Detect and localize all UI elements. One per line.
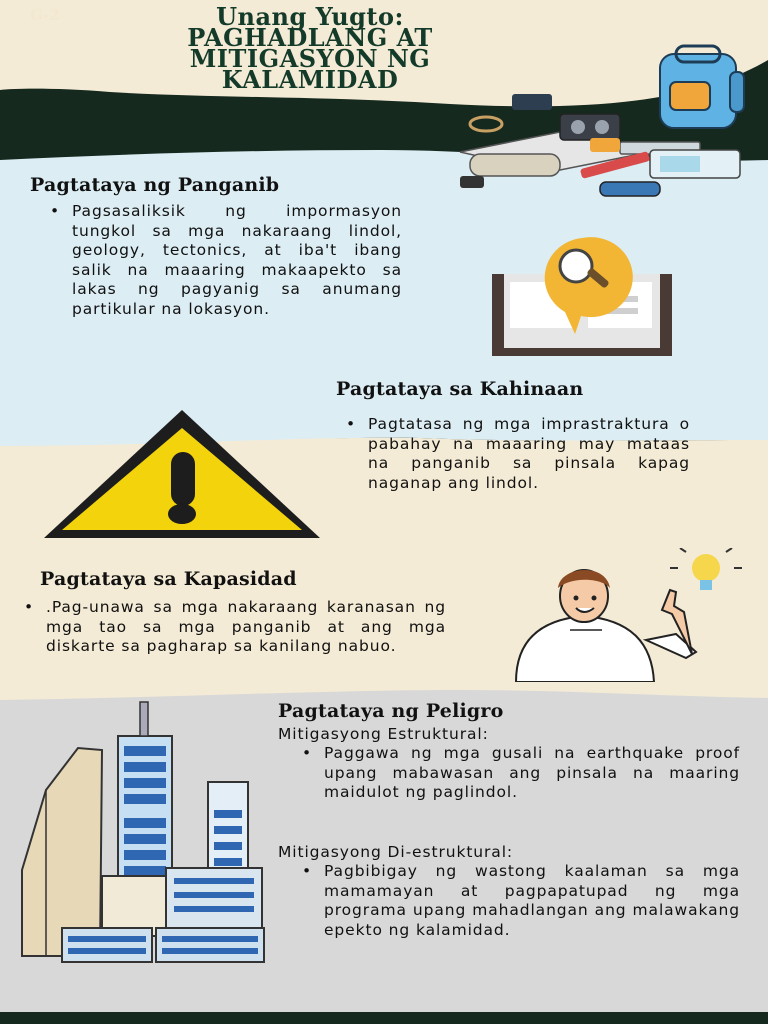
title-line-2: PAGHADLANG AT (187, 23, 433, 52)
bullet-di-estruktural: • Pagbibigay ng wastong kaalaman sa mga mamamayan at pagpapatupad ng mga programa upang mahadlangan ang malawakang epekto ng kalamidad. (324, 862, 740, 940)
heading-panganib: Pagtataya ng Panganib (30, 174, 280, 196)
subheading-estruktural: Mitigasyong Estruktural: (278, 725, 489, 743)
tools-backpack-illustration (440, 42, 760, 212)
bullet-kapasidad: • .Pag-unawa sa mga nakaraang karanasan ng mga tao sa mga panganib at ang mga diskarte sa pagharap sa kanilang nabuo. (46, 598, 446, 657)
heading-kahinaan: Pagtataya sa Kahinaan (336, 378, 584, 400)
bullet-kahinaan: • Pagtatasa ng mga imprastraktura o pabahay na maaaring may mataas na panganib sa pinsala kapag naganap ang lindol. (368, 415, 690, 493)
person-idea-illustration (506, 548, 746, 682)
heading-peligro: Pagtataya ng Peligro (278, 700, 504, 722)
title-line-1: Unang Yugto: (216, 2, 404, 31)
title-line-4: KALAMIDAD (221, 65, 399, 94)
bullet-panganib: • Pagsasaliksik ng impormasyon tungkol sa mga nakaraang lindol, geology, tectonics, at iba't ibang salik na maaaring makaapekto sa lakas ng pagyanig sa anumang partikular na lokasyon. (72, 202, 402, 319)
buildings-illustration (16, 700, 272, 966)
subheading-di-estruktural: Mitigasyong Di-estruktural: (278, 843, 514, 861)
grade-code: G-2 (30, 6, 60, 24)
magnifier-document-icon (490, 234, 676, 360)
bullet-estruktural: • Paggawa ng mga gusali na earthquake proof upang mabawasan ang pinsala na maaring maidulot ng paglindol. (324, 744, 740, 803)
title-line-3: MITIGASYON NG (189, 44, 431, 73)
heading-kapasidad: Pagtataya sa Kapasidad (40, 568, 297, 590)
warning-sign-icon (40, 406, 324, 542)
